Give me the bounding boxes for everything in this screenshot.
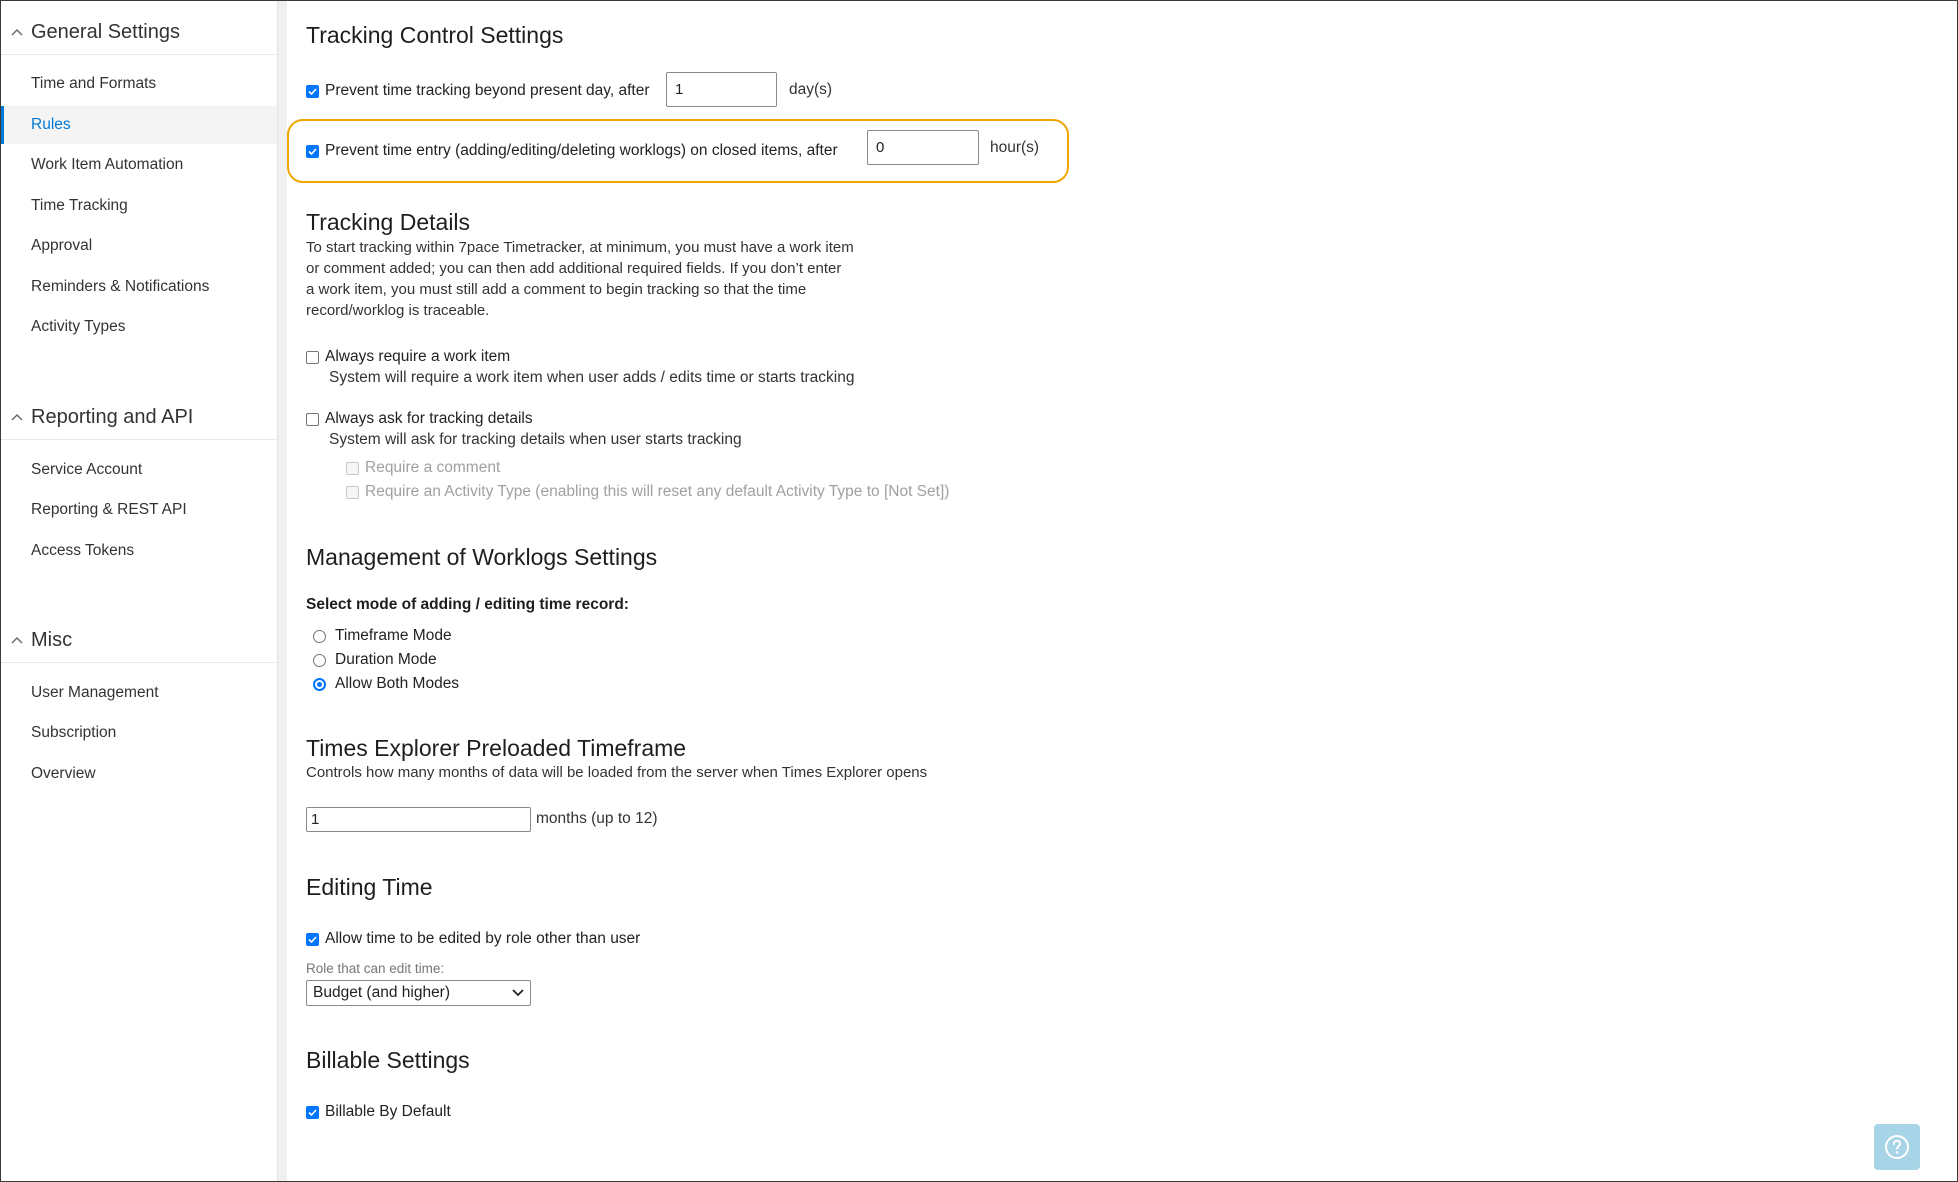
tracking-details-description (306, 237, 854, 321)
section-title-editing: Editing Time (306, 874, 433, 900)
help-icon (1884, 1134, 1910, 1160)
require-comment-row (346, 459, 500, 477)
chevron-up-icon (10, 25, 24, 39)
rules-content (306, 0, 1958, 1182)
prevent-closed-label: Prevent time entry (adding/editing/deleting worklogs) on closed items, after (325, 142, 838, 159)
section-title-explorer: Times Explorer Preloaded Timeframe (306, 735, 687, 761)
sidebar-item-work-item-automation[interactable]: Work Item Automation (31, 156, 184, 173)
explorer-description: Controls how many months of data will be loaded from the server when Times Explorer opens (306, 764, 928, 781)
sidebar-item-overview[interactable]: Overview (31, 765, 96, 782)
prevent-beyond-days-input[interactable]: 1 (666, 72, 777, 107)
role-select[interactable] (306, 980, 531, 1006)
sidebar-item-activity-types[interactable]: Activity Types (31, 318, 126, 335)
section-title-tracking-control: Tracking Control Settings (306, 22, 564, 48)
prevent-closed-hours-input[interactable]: 0 (867, 130, 979, 165)
description-line: a work item, you must still add a comment to begin tracking so that the time (306, 281, 807, 298)
ask-details-row (306, 410, 533, 428)
section-title-worklogs: Management of Worklogs Settings (306, 544, 658, 570)
prevent-beyond-checkbox[interactable] (306, 85, 319, 98)
duration-mode-label: Duration Mode (335, 651, 437, 668)
require-work-item-label: Always require a work item (325, 348, 511, 365)
allow-edit-checkbox[interactable] (306, 933, 319, 946)
group-misc[interactable] (1, 618, 277, 663)
mode-label: Select mode of adding / editing time record: (306, 596, 629, 613)
section-title-tracking-details: Tracking Details (306, 209, 471, 235)
both-modes-label: Allow Both Modes (335, 675, 460, 692)
ask-details-hint: System will ask for tracking details when user starts tracking (329, 431, 742, 448)
settings-sidebar (1, 1, 277, 1181)
role-select-value: Budget (and higher) (313, 984, 451, 1001)
prevent-closed-checkbox[interactable] (306, 145, 319, 158)
both-modes-radio[interactable] (313, 678, 326, 691)
allow-edit-row (306, 930, 640, 948)
chevron-up-icon (10, 633, 24, 647)
require-work-item-row (306, 348, 510, 366)
mode-option-timeframe[interactable] (313, 627, 452, 645)
description-line: To start tracking within 7pace Timetracker, at minimum, you must have a work item (306, 239, 854, 256)
group-reporting-and-api[interactable] (1, 395, 277, 440)
require-activity-label: Require an Activity Type (enabling this will reset any default Activity Type to [Not Set]) (365, 483, 950, 500)
mode-option-both[interactable] (313, 675, 459, 693)
duration-mode-radio[interactable] (313, 654, 326, 667)
sidebar-item-subscription[interactable]: Subscription (31, 724, 117, 741)
hours-unit-label: hour(s) (990, 139, 1040, 156)
days-unit-label: day(s) (789, 81, 833, 98)
help-button[interactable] (1874, 1124, 1920, 1170)
sidebar-item-reporting-rest-api[interactable]: Reporting & REST API (31, 501, 187, 518)
ask-details-label: Always ask for tracking details (325, 410, 533, 427)
billable-default-row (306, 1103, 451, 1121)
prevent-beyond-label: Prevent time tracking beyond present day, after (325, 82, 650, 99)
prevent-beyond-row (306, 82, 650, 100)
group-label: Misc (31, 628, 73, 651)
sidebar-item-access-tokens[interactable]: Access Tokens (31, 542, 135, 559)
timeframe-mode-label: Timeframe Mode (335, 627, 452, 644)
sidebar-item-reminders-notifications[interactable]: Reminders & Notifications (31, 278, 210, 295)
sidebar-item-rules[interactable]: Rules (1, 106, 277, 144)
mode-option-duration[interactable] (313, 651, 437, 669)
allow-edit-label: Allow time to be edited by role other than user (325, 930, 641, 947)
group-label: Reporting and API (31, 405, 194, 428)
description-line: or comment added; you can then add additional required fields. If you don’t enter (306, 260, 842, 277)
sidebar-item-time-and-formats[interactable]: Time and Formats (31, 75, 157, 92)
require-comment-label: Require a comment (365, 459, 501, 476)
billable-default-checkbox[interactable] (306, 1106, 319, 1119)
group-general-settings[interactable] (1, 10, 277, 55)
section-title-billable: Billable Settings (306, 1047, 470, 1073)
sidebar-splitter[interactable] (277, 1, 287, 1181)
sidebar-item-time-tracking[interactable]: Time Tracking (31, 197, 128, 214)
timeframe-mode-radio[interactable] (313, 630, 326, 643)
role-label: Role that can edit time: (306, 961, 445, 976)
sidebar-item-approval[interactable]: Approval (31, 237, 93, 254)
require-activity-row (346, 483, 949, 501)
sidebar-item-user-management[interactable]: User Management (31, 684, 159, 701)
require-work-item-checkbox[interactable] (306, 351, 319, 364)
sidebar-item-service-account[interactable]: Service Account (31, 461, 143, 478)
chevron-down-icon (512, 989, 524, 997)
require-activity-checkbox[interactable] (346, 486, 359, 499)
ask-details-checkbox[interactable] (306, 413, 319, 426)
prevent-closed-row (306, 142, 838, 160)
require-comment-checkbox[interactable] (346, 462, 359, 475)
explorer-months-input[interactable]: 1 (306, 807, 531, 832)
group-label: General Settings (31, 20, 180, 43)
chevron-up-icon (10, 410, 24, 424)
months-unit-label: months (up to 12) (536, 810, 658, 827)
billable-default-label: Billable By Default (325, 1103, 451, 1120)
require-work-item-hint: System will require a work item when user adds / edits time or starts tracking (329, 369, 855, 386)
description-line: record/worklog is traceable. (306, 302, 490, 319)
